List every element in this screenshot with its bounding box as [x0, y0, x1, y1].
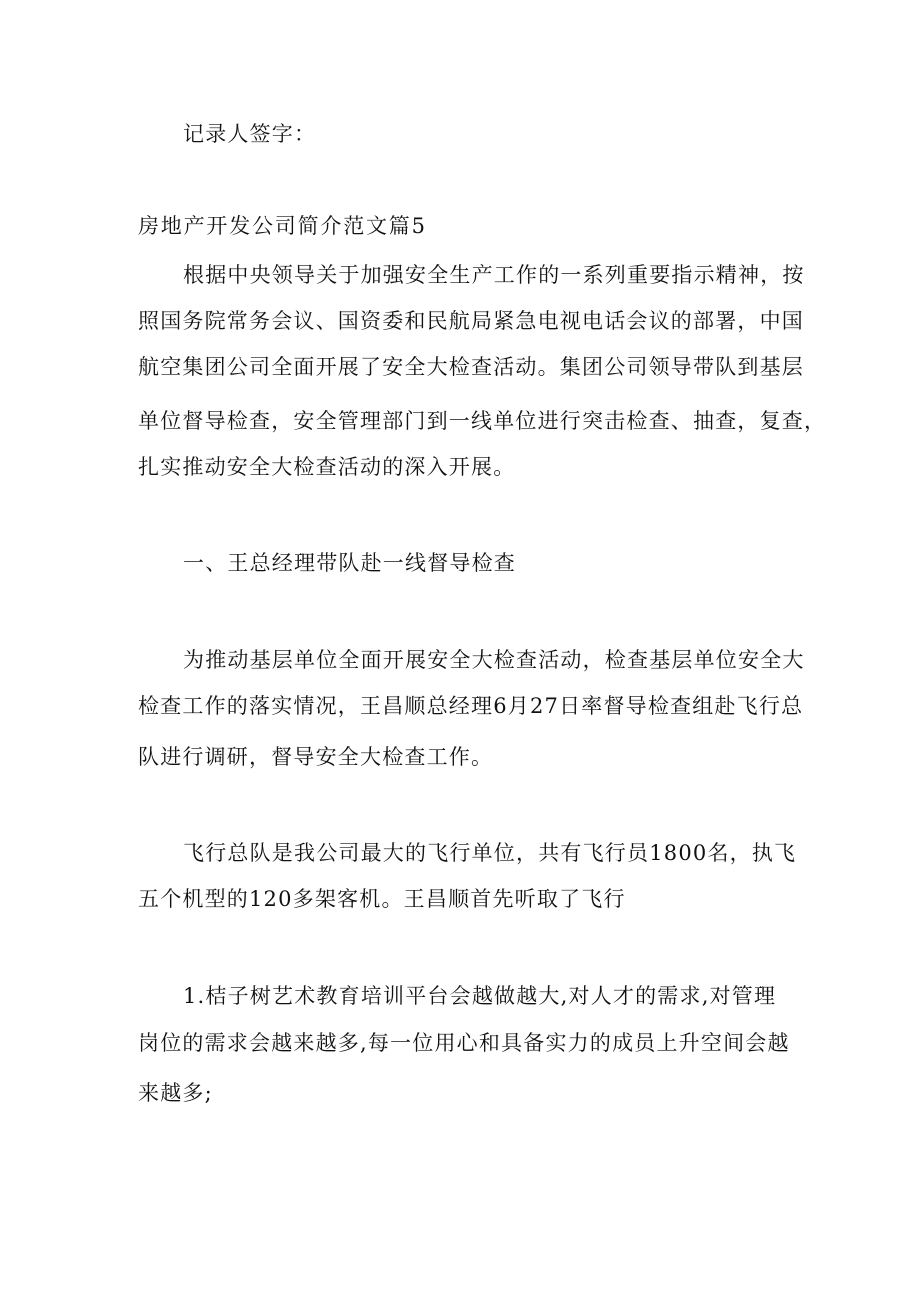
- paragraph-4-line-3: 来越多;: [138, 1081, 213, 1105]
- paragraph-4-line-2: 岗位的需求会越来越多,每一位用心和具备实力的成员上升空间会越: [138, 1031, 790, 1055]
- recorder-signature-label: 记录人签字：: [183, 122, 317, 146]
- paragraph-1-line-1: 根据中央领导关于加强安全生产工作的一系列重要指示精神，按: [183, 263, 805, 287]
- paragraph-2-line-3: 队进行调研，督导安全大检查工作。: [138, 745, 494, 769]
- paragraph-2-line-2: 检查工作的落实情况，王昌顺总经理6月27日率督导检查组赴飞行总: [138, 694, 804, 718]
- paragraph-1-line-5: 扎实推动安全大检查活动的深入开展。: [138, 455, 516, 479]
- paragraph-3-line-1: 飞行总队是我公司最大的飞行单位，共有飞行员1800名，执飞: [183, 841, 797, 865]
- paragraph-1-line-2: 照国务院常务会议、国资委和民航局紧急电视电话会议的部署，中国: [138, 309, 804, 333]
- section-title: 房地产开发公司简介范文篇5: [138, 214, 427, 238]
- paragraph-3-line-2: 五个机型的120多架客机。王昌顺首先听取了飞行: [138, 887, 626, 911]
- paragraph-2-line-1: 为推动基层单位全面开展安全大检查活动，检查基层单位安全大: [183, 648, 805, 672]
- paragraph-1-line-4: 单位督导检查，安全管理部门到一线单位进行突击检查、抽查，复查，: [138, 409, 827, 433]
- paragraph-4-line-1: 1.桔子树艺术教育培训平台会越做越大,对人才的需求,对管理: [183, 984, 777, 1008]
- paragraph-1-line-3: 航空集团公司全面开展了安全大检查活动。集团公司领导带队到基层: [138, 355, 804, 379]
- subheading: 一、王总经理带队赴一线督导检查: [183, 551, 516, 575]
